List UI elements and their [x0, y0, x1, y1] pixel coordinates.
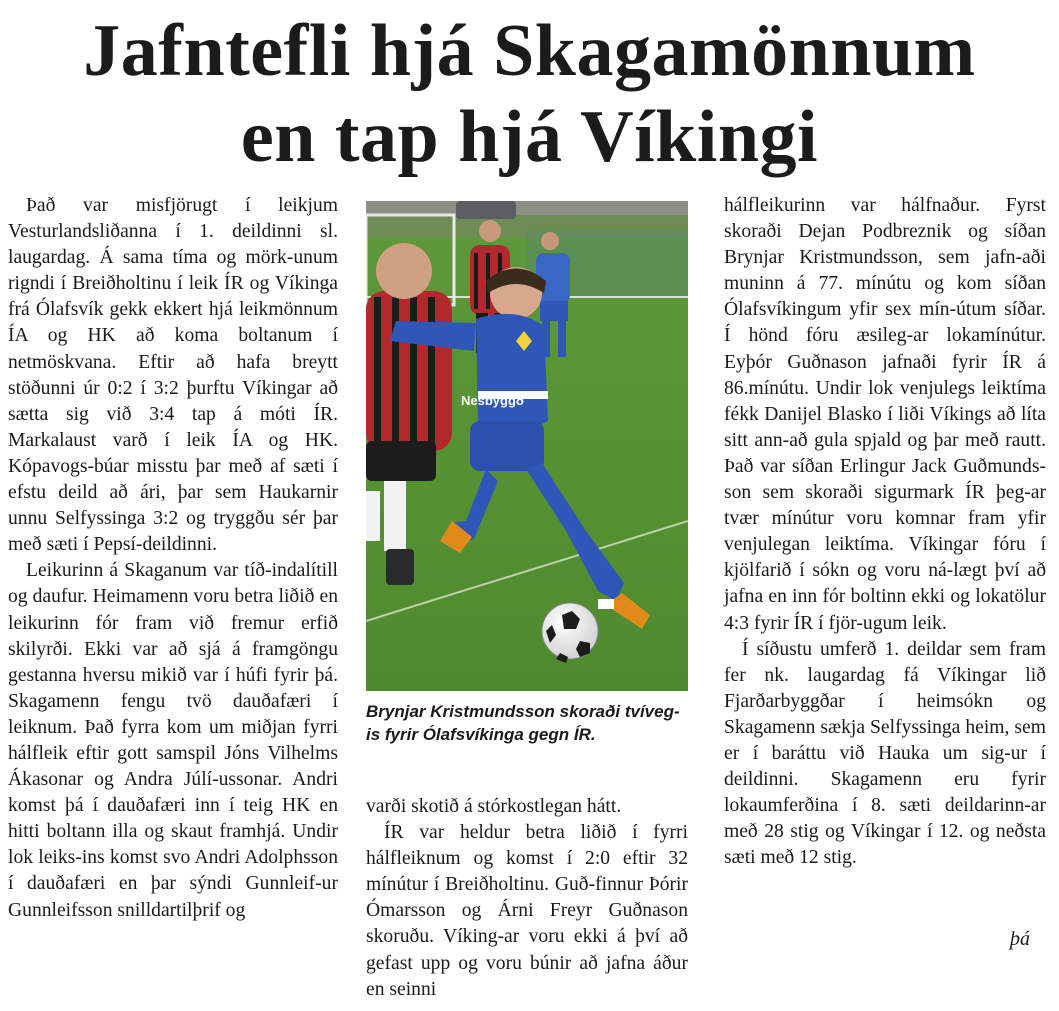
- article-headline: [0, 8, 1059, 180]
- author-signature: þá: [1010, 928, 1030, 950]
- headline-line-1: Jafntefli hjá Skagamönnum: [83, 10, 976, 92]
- article-column-2: [366, 794, 688, 1003]
- paragraph: Í síðustu umferð 1. deildar sem fram fer nk. laugardag fá Víkingar lið Fjarðarbyggðar í heimsókn og Skagamenn sækja Selfyssinga heim, sem er í baráttu við Hauka um sig-ur í deildinni. Skagamenn eru fyrir lokaumferðina í 8. sæti deildarinn-ar með 28 stig og Víkingar í 12. og neðsta sæti með 12 stig.: [724, 638, 1046, 869]
- paragraph: hálfleikurinn var hálfnaður. Fyrst skoraði Dejan Podbreznik og síðan Brynjar Kristmundsson, sem jafn-aði muninn á 77. mínútu og kom síðan Ólafsvíkingum yfir sex mín-útum síðar. Í hönd fóru æsileg-ar lokamínútur. Eyþór Guðnason jafnaði fyrir ÍR á 86.mínútu. Undir lok venjulegs leiktíma fékk Danijel Blasko í liði Víkings að líta sitt ann-að gula spjald og þar með rautt. Það var síðan Erlingur Jack Guðmunds-son sem skoraði sigurmark ÍR þeg-ar tvær mínútur voru komnar fram yfir venjulegan leiktíma. Víkingar fóru í kjölfarið í sókn og voru ná-lægt því að jafna en inn fór boltinn ekki og lokatölur 4:3 fyrir ÍR í fjör-ugum leik.: [724, 195, 1046, 634]
- paragraph: varði skotið á stórkostlegan hátt.: [366, 796, 622, 817]
- paragraph: Leikurinn á Skaganum var tíð-indalítill og daufur. Heimamenn voru betra liðið en leikurinn fór fram við fremur erfið skilyrði. Ekki var að sjá á framgöngu gestanna hversu mikið var í húfi fyrir þá. Skagamenn fengu tvö dauðafæri í leiknum. Það fyrra kom um miðjan fyrri hálfleik eftir gott samspil Jóns Vilhelms Ákasonar og Andra Júlí-ussonar. Andri komst þá í dauðafæri inn í teig HK en hitti boltann illa og skaut framhjá. Undir lok leiks-ins komst svo Andri Adolphsson í dauðafæri en þar sýndi Gunnleif-ur Gunnleifsson snilldartilþrif og: [8, 560, 338, 921]
- paragraph: Það var misfjörugt í leikjum Vesturlandsliðanna í 1. deildinni sl. laugardag. Á sama tíma og mörk-unum rigndi í Breiðholtinu í leik ÍR og Víkinga frá Ólafsvík gekk ekkert hjá leikmönnum ÍA og HK að koma boltanum í netmöskvana. Eftir að hafa breytt stöðunni úr 0:2 í 3:2 þurftu Víkingar að sætta sig við 3:4 tap á móti ÍR. Markalaust varð í leik ÍA og HK. Kópavogs-búar misstu þar með af sæti í efstu deild að ári, þar sem Haukarnir unnu Selfyssinga 3:2 og tryggðu sér þar með sæti í Pepsí-deildinni.: [8, 195, 338, 556]
- paragraph: ÍR var heldur betra liðið í fyrri hálfleiknum og komst í 2:0 eftir 32 mínútur í Breiðholtinu. Guð-finnur Þórir Ómarsson og Árni Freyr Guðnason skoruðu. Víking-ar voru ekki á því að gefast upp og voru búnir að jafna áður en seinni: [366, 822, 688, 1000]
- soccer-photo: [366, 201, 688, 691]
- headline-line-2: en tap hjá Víkingi: [240, 96, 819, 178]
- soccer-photo-illustration: [366, 201, 688, 691]
- jersey-sponsor-text: Nesbyggð: [461, 393, 524, 408]
- article-column-3: [724, 193, 1046, 871]
- photo-caption: Brynjar Kristmundsson skoraði tvíveg-is fyrir Ólafsvíkinga gegn ÍR.: [366, 702, 680, 744]
- article-column-1: [8, 193, 338, 924]
